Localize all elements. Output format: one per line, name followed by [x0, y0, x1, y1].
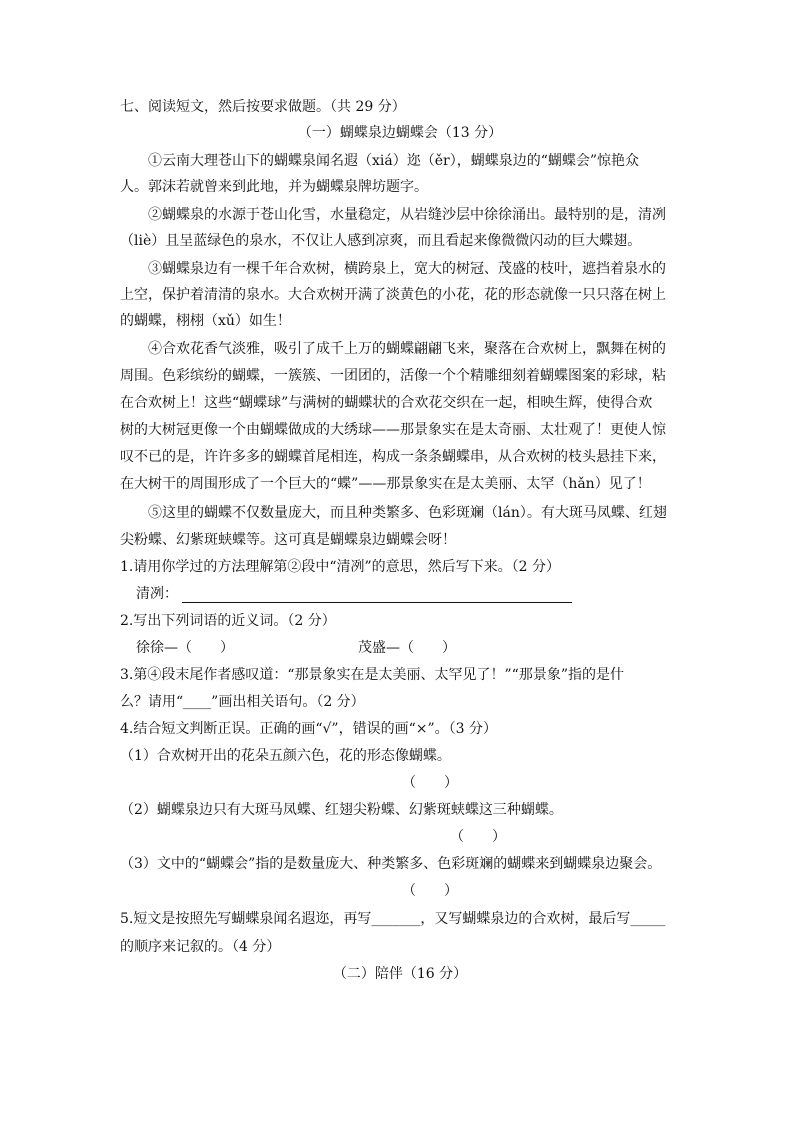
- passage1-line: 周围。色彩缤纷的蝴蝶，一簇簇、一团团的，活像一个个精雕细刻着蝴蝶图案的彩球，粘: [120, 368, 666, 384]
- question-4-item-2: （2）蝴蝶泉边只有大斑马凤蝶、红翅尖粉蝶、幻紫斑蛱蝶这三种蝴蝶。: [120, 802, 563, 818]
- passage1-line: （liè）且呈蓝绿色的泉水，不仅让人感到凉爽，而且看起来像微微闪动的巨大蝶翅。: [120, 233, 642, 249]
- passage1-line: 树的大树冠更像一个由蝴蝶做成的大绣球——那景象实在是太奇丽、太壮观了！更使人惊: [120, 422, 666, 438]
- passage2-title: （二）陪伴（16 分）: [332, 966, 468, 982]
- question-1: 1.请用你学过的方法理解第②段中“清冽”的意思，然后写下来。（2 分）: [120, 559, 561, 575]
- passage1-line: ②蝴蝶泉的水源于苍山化雪，水量稳定，从岩缝沙层中徐徐涌出。最特别的是，清冽: [148, 207, 666, 223]
- question-3-line-2: 么？请用“____”画出相关语句。（2 分）: [120, 694, 365, 710]
- question-4-item-1-answer[interactable]: （ ）: [402, 775, 458, 791]
- passage1-line: 的蝴蝶，栩栩（xǔ）如生！: [120, 313, 291, 329]
- question-2-item-1[interactable]: 徐徐—（ ）: [136, 640, 234, 656]
- question-4-item-1: （1）合欢树开出的花朵五颜六色，花的形态像蝴蝶。: [120, 748, 451, 764]
- question-3-line-1: 3.第④段末尾作者感叹道：“那景象实在是太美丽、太罕见了！”“那景象”指的是什: [120, 667, 624, 683]
- passage1-line: 上空，保护着清清的泉水。大合欢树开满了淡黄色的小花，花的形态就像一只只落在树上: [120, 287, 666, 303]
- passage1-line: 人。郭沫若就曾来到此地，并为蝴蝶泉牌坊题字。: [120, 179, 428, 195]
- question-1-answer-label: 清冽：: [136, 586, 178, 602]
- question-4: 4.结合短文判断正误。正确的画“√”，错误的画“×”。（3 分）: [120, 721, 497, 737]
- passage1-line: 在大树干的周围形成了一个巨大的“蝶”——那景象实在是太美丽、太罕（hǎn）见了！: [120, 476, 651, 492]
- question-4-item-2-answer[interactable]: （ ）: [450, 829, 506, 845]
- question-2-item-2[interactable]: 茂盛—（ ）: [358, 640, 456, 656]
- passage1-line: 在合欢树上！这些“蝴蝶球”与满树的蝴蝶状的合欢花交织在一起，相映生辉，使得合欢: [120, 395, 653, 411]
- passage1-line: ④合欢花香气淡雅，吸引了成千上万的蝴蝶翩翩飞来，聚落在合欢树上，飘舞在树的: [148, 341, 666, 357]
- passage1-title: （一）蝴蝶泉边蝴蝶会（13 分）: [297, 125, 503, 141]
- passage1-line: ③蝴蝶泉边有一棵千年合欢树，横跨泉上，宽大的树冠、茂盛的枝叶，遮挡着泉水的: [148, 261, 666, 277]
- question-2: 2.写出下列词语的近义词。（2 分）: [120, 613, 336, 629]
- question-4-item-3-answer[interactable]: （ ）: [402, 883, 458, 899]
- passage1-line: 尖粉蝶、幻紫斑蛱蝶等。这可真是蝴蝶泉边蝴蝶会呀！: [120, 532, 456, 548]
- question-5-line-2: 的顺序来记叙的。（4 分）: [120, 939, 281, 955]
- passage1-line: ⑤这里的蝴蝶不仅数量庞大，而且种类繁多、色彩斑斓（lán）。有大斑马凤蝶、红翅: [148, 505, 667, 521]
- section-heading: 七、阅读短文，然后按要求做题。（共 29 分）: [120, 99, 406, 115]
- passage1-line: 叹不已的是，许许多多的蝴蝶首尾相连，构成一条条蝴蝶串，从合欢树的枝头悬挂下来，: [120, 449, 666, 465]
- question-1-answer-row: [136, 585, 696, 603]
- question-5-line-1: 5.短文是按照先写蝴蝶泉闻名遐迩，再写_______，又写蝴蝶泉边的合欢树，最后写_____: [120, 911, 666, 927]
- passage1-line: ①云南大理苍山下的蝴蝶泉闻名遐（xiá）迩（ěr），蝴蝶泉边的“蝴蝶会”惊艳众: [148, 153, 640, 169]
- question-1-answer-blank[interactable]: [182, 588, 572, 603]
- question-4-item-3: （3）文中的“蝴蝶会”指的是数量庞大、种类繁多、色彩斑斓的蝴蝶来到蝴蝶泉边聚会。: [120, 856, 662, 872]
